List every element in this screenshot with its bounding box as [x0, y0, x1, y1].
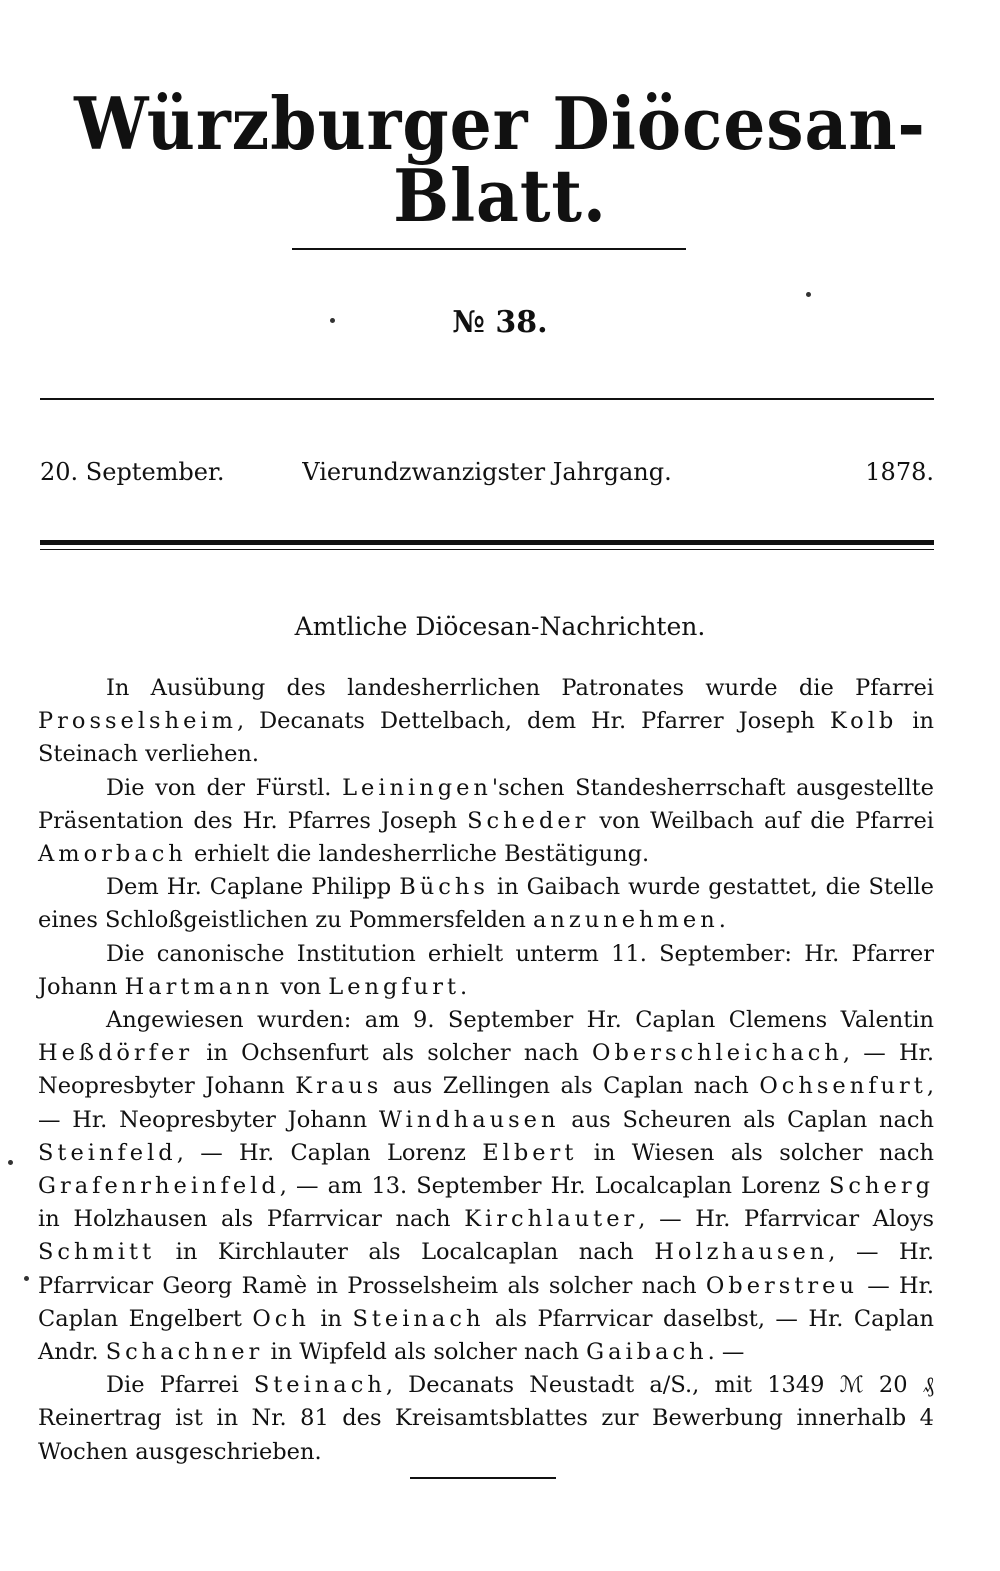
issue-number: № 38. [452, 305, 548, 340]
paragraph-presentation-amorbach [38, 772, 934, 872]
person-name: Hartmann [124, 973, 274, 1000]
article-body [38, 672, 934, 1469]
dateline-year: 1878. [865, 458, 934, 486]
place-name: Steinach [352, 1305, 485, 1332]
person-name: Och [252, 1305, 310, 1332]
dateline-date: 20. September. [40, 458, 225, 486]
text-run: , — Hr. Pfarrvicar Aloys [638, 1206, 934, 1233]
place-name: Oberschleichach [592, 1040, 843, 1067]
emphasis: anzunehmen [533, 907, 719, 934]
header-divider [40, 398, 934, 400]
print-speck [806, 292, 811, 297]
place-name: Prosselsheim [38, 708, 237, 735]
dateline-divider-thin [40, 549, 934, 550]
text-run: in Kirchlauter als Localcaplan nach [155, 1239, 655, 1266]
text-run: in Ochsenfurt als solcher nach [193, 1040, 593, 1067]
text-run: . [460, 973, 468, 1000]
place-name: Holzhausen [654, 1239, 829, 1266]
place-name: Lengfurt [328, 973, 461, 1000]
text-run: — Hr. Caplan Engelbert [38, 1272, 934, 1332]
person-name: Heßdörfer [38, 1040, 194, 1067]
person-name: Elbert [482, 1139, 578, 1166]
text-run: in Wipfeld als solcher nach [263, 1339, 587, 1366]
text-run: von [273, 973, 329, 1000]
text-run: in Wiesen als solcher nach [577, 1139, 935, 1166]
text-run: als Pfarrvicar daselbst, — Hr. Caplan Andr. [38, 1305, 934, 1366]
place-name: Steinach [253, 1372, 386, 1399]
text-run: in [309, 1305, 353, 1332]
family-name: Leiningen [342, 774, 492, 801]
end-divider [410, 1477, 556, 1479]
person-name: Kraus [295, 1073, 383, 1100]
person-name: Ramè [241, 1272, 308, 1299]
text-run: , Decanats Dettelbach, dem Hr. Pfarrer Joseph [236, 708, 830, 735]
text-run: . — [707, 1339, 745, 1366]
text-run: , — Hr. Neopresbyter Johann [38, 1040, 934, 1100]
masthead-divider [292, 248, 686, 250]
text-run: , — Hr. Pfarrvicar Georg [38, 1239, 935, 1299]
text-run: 'schen Standesherrschaft ausgestellte Präsentation des Hr. Pfarres Joseph [38, 774, 934, 834]
section-heading: Amtliche Diöcesan-Nachrichten. [294, 612, 706, 641]
person-name: Schmitt [38, 1239, 156, 1266]
text-run: aus Zellingen als Caplan nach [382, 1073, 760, 1100]
paragraph-appointment-prosselsheim [38, 672, 934, 772]
place-name: Gaibach [586, 1339, 708, 1366]
paragraph-assignments [38, 1004, 934, 1369]
person-name: Scherg [829, 1173, 934, 1200]
print-speck [24, 1276, 29, 1281]
paragraph-vacancy-steinach [38, 1369, 934, 1469]
paragraph-institution-lengfurt [38, 938, 934, 1004]
dateline-divider-thick [40, 540, 934, 545]
text-run: Die Pfarrei [106, 1372, 254, 1399]
place-name: Ochsenfurt [759, 1073, 927, 1100]
person-name: Kolb [829, 708, 898, 735]
text-run: , Decanats Neustadt a/S., mit 1349 ℳ 20 ₰ Reinertrag ist in Nr. 81 des Kreisamtsblattes zur Bewerbung innerhalb 4 Wochen ausgeschrieben. [38, 1372, 934, 1465]
person-name: Windhausen [378, 1106, 560, 1133]
text-run: Die von der Fürstl. [106, 774, 343, 801]
masthead-title: Würzburger Diöcesan-Blatt. [74, 81, 926, 238]
text-run: in Steinach verliehen. [38, 708, 934, 768]
place-name: Kirchlauter [464, 1206, 639, 1233]
text-run: Angewiesen wurden: am 9. September Hr. Caplan Clemens Valentin [106, 1007, 934, 1034]
text-run: aus Scheuren als Caplan nach [559, 1106, 934, 1133]
text-run: , — Hr. Caplan Lorenz [176, 1139, 483, 1166]
print-speck [8, 1160, 13, 1165]
text-run: , — Hr. Neopresbyter Johann [38, 1073, 934, 1133]
person-name: Scheder [467, 807, 590, 834]
dateline [40, 456, 934, 488]
text-run: . [718, 907, 726, 934]
place-name: Grafenrheinfeld [38, 1173, 280, 1200]
text-run: erhielt die landesherrliche Bestätigung. [186, 841, 650, 868]
text-run: von Weilbach auf die Pfarrei [589, 807, 934, 834]
text-run: , — am 13. September Hr. Localcaplan Lorenz [279, 1173, 830, 1200]
text-run: Dem Hr. Caplane Philipp [106, 874, 400, 901]
place-name: Oberstreu [705, 1272, 858, 1299]
print-speck [330, 318, 335, 323]
text-run: in Gaibach wurde gestattet, die Stelle eines Schloßgeistlichen zu Pommersfelden [38, 874, 934, 934]
text-run: Die canonische Institution erhielt unterm 11. September: Hr. Pfarrer Johann [38, 940, 934, 1000]
person-name: Büchs [399, 874, 489, 901]
place-name: Amorbach [38, 841, 187, 868]
person-name: Schachner [105, 1339, 264, 1366]
text-run: in Prosselsheim als solcher nach [307, 1272, 706, 1299]
text-run: in Holzhausen als Pfarrvicar nach [38, 1206, 465, 1233]
place-name: Steinfeld [38, 1139, 177, 1166]
paragraph-pommersfelden [38, 871, 934, 937]
dateline-volume: Vierundzwanzigster Jahrgang. [302, 458, 672, 486]
text-run: In Ausübung des landesherrlichen Patronates wurde die Pfarrei [106, 675, 934, 701]
